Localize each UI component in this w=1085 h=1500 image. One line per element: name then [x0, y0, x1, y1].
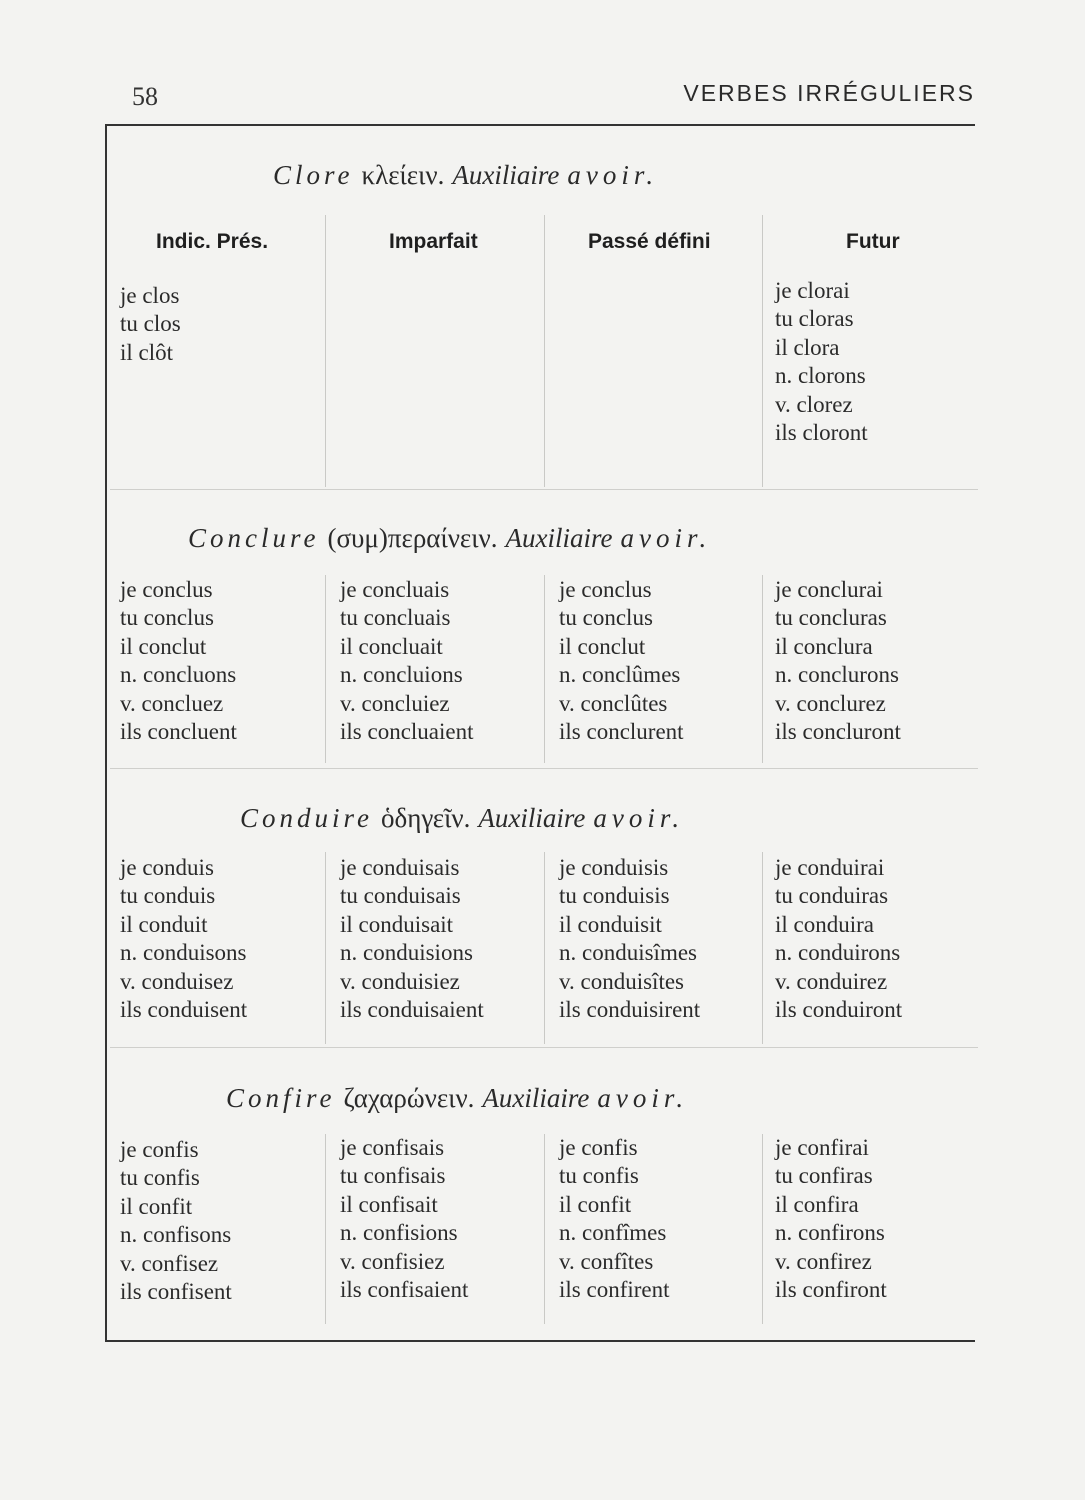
verb-form: v. confisez [120, 1250, 219, 1276]
verb-form: n. conduirons [775, 940, 901, 966]
verb-form: ils confirent [559, 1277, 670, 1303]
column-rule [544, 215, 545, 487]
verb-form: il confit [120, 1193, 193, 1219]
verb-form: je clorai [775, 278, 850, 303]
verb-form: n. conclurons [775, 662, 899, 688]
verb-infinitive: Conclure [188, 523, 320, 553]
verb-form: ils confisaient [340, 1277, 469, 1303]
verb-form: tu conclus [120, 605, 214, 631]
verb-form: n. conclûmes [559, 662, 681, 688]
verb-form: il conclura [775, 633, 873, 659]
verb-form: je conduisais [340, 855, 460, 880]
auxiliary-verb: avoir. [567, 160, 659, 190]
verb-form: je confisais [340, 1135, 445, 1160]
verb-form: je conclurai [775, 577, 883, 602]
verb-form: v. confîtes [559, 1248, 654, 1274]
verb-form: ils confisent [120, 1279, 232, 1305]
column-rule [325, 1134, 326, 1324]
verb-form: il confisait [340, 1191, 438, 1217]
conjugation-present [120, 1136, 232, 1306]
auxiliary-label: Auxiliaire [478, 803, 586, 833]
verb-greek: (συμ)περαίνειν. [327, 523, 498, 553]
verb-form: il conduisait [340, 911, 454, 937]
column-rule [544, 575, 545, 763]
verb-form: tu clos [120, 311, 181, 337]
verb-infinitive: Conduire [240, 803, 373, 833]
verb-form: je concluais [340, 577, 450, 602]
page-number: 58 [132, 82, 158, 111]
column-rule [762, 215, 763, 487]
section-separator [110, 768, 978, 769]
conjugation-future [775, 277, 868, 447]
verb-form: je conclus [559, 577, 652, 602]
verb-title-confire [226, 1083, 688, 1114]
verb-title-clore [273, 160, 658, 191]
verb-form: tu confis [120, 1165, 200, 1191]
column-rule [325, 215, 326, 487]
column-rule [544, 1134, 545, 1324]
conjugation-present [120, 854, 247, 1024]
conjugation-imperfect [340, 576, 474, 746]
verb-form: tu conduis [120, 883, 216, 909]
column-rule [762, 1134, 763, 1324]
verb-form: n. conduisons [120, 940, 247, 966]
verb-form: ils conclurent [559, 719, 684, 745]
section-separator [110, 1047, 978, 1048]
verb-form: il confira [775, 1191, 859, 1217]
verb-form: ils concluent [120, 719, 237, 745]
auxiliary-verb: avoir. [620, 523, 712, 553]
auxiliary-verb: avoir. [597, 1083, 689, 1113]
verb-form: n. confirons [775, 1220, 885, 1246]
verb-form: je clos [120, 283, 180, 308]
verb-form: ils conduisirent [559, 997, 701, 1023]
auxiliary-verb: avoir. [593, 803, 685, 833]
auxiliary-label: Auxiliaire [482, 1083, 590, 1113]
verb-form: je confirai [775, 1135, 869, 1160]
verb-infinitive: Confire [226, 1083, 336, 1113]
column-rule [544, 852, 545, 1044]
verb-form: n. conduisions [340, 940, 473, 966]
verb-form: n. concluions [340, 662, 463, 688]
column-rule [325, 575, 326, 763]
conjugation-present [120, 282, 181, 367]
verb-form: ils confiront [775, 1277, 887, 1303]
conjugation-present [120, 576, 237, 746]
verb-greek: ὁδηγεῖν. [381, 803, 471, 833]
section-separator [110, 489, 978, 490]
auxiliary-label: Auxiliaire [452, 160, 560, 190]
conjugation-past [559, 854, 700, 1024]
verb-form: ils conduisaient [340, 997, 484, 1023]
verb-form: v. concluez [120, 690, 224, 716]
verb-form: il conduira [775, 911, 874, 937]
running-head: VERBES IRRÉGULIERS [683, 80, 975, 106]
verb-form: tu confisais [340, 1163, 446, 1189]
column-rule [762, 852, 763, 1044]
verb-form: n. concluons [120, 662, 237, 688]
verb-greek: ζαχαρώνειν. [343, 1083, 475, 1113]
verb-form: je confis [559, 1135, 638, 1160]
conjugation-future [775, 576, 901, 746]
verb-form: je conclus [120, 577, 213, 602]
verb-form: je confis [120, 1137, 199, 1162]
verb-form: n. confisons [120, 1222, 232, 1248]
conjugation-past [559, 576, 684, 746]
verb-form: v. confisiez [340, 1248, 445, 1274]
header-imperfect: Imparfait [389, 230, 478, 253]
verb-form: n. conduisîmes [559, 940, 697, 966]
verb-form: ils conduisent [120, 997, 248, 1023]
verb-form: tu conduisis [559, 883, 670, 909]
verb-form: v. clorez [775, 391, 853, 417]
verb-form: je conduisis [559, 855, 669, 880]
verb-infinitive: Clore [273, 160, 354, 190]
auxiliary-label: Auxiliaire [505, 523, 613, 553]
verb-form: je conduirai [775, 855, 885, 880]
verb-form: il conduit [120, 911, 208, 937]
verb-form: v. conduisiez [340, 968, 460, 994]
verb-form: il confit [559, 1191, 632, 1217]
conjugation-future [775, 854, 902, 1024]
column-rule [762, 575, 763, 763]
verb-form: il clôt [120, 339, 174, 365]
verb-form: v. conduirez [775, 968, 888, 994]
column-rule [325, 852, 326, 1044]
verb-form: tu conduiras [775, 883, 889, 909]
verb-title-conclure [188, 523, 711, 554]
verb-form: tu confis [559, 1163, 639, 1189]
verb-form: il clora [775, 334, 840, 360]
verb-form: v. confirez [775, 1248, 872, 1274]
verb-greek: κλείειν. [361, 160, 445, 190]
verb-title-conduire [240, 803, 684, 834]
conjugation-future [775, 1134, 887, 1304]
conjugation-imperfect [340, 1134, 468, 1304]
verb-form: ils conduiront [775, 997, 903, 1023]
verb-form: tu cloras [775, 306, 854, 332]
verb-form: tu concluais [340, 605, 451, 631]
verb-form: ils concluaient [340, 719, 474, 745]
verb-form: tu confiras [775, 1163, 873, 1189]
verb-form: v. conduisez [120, 968, 234, 994]
header-past: Passé défini [588, 230, 711, 253]
header-future: Futur [846, 230, 900, 253]
verb-form: v. conclurez [775, 690, 886, 716]
verb-form: il conclut [120, 633, 207, 659]
verb-form: il conduisit [559, 911, 662, 937]
verb-form: v. concluiez [340, 690, 450, 716]
verb-form: il concluait [340, 633, 443, 659]
verb-form: v. conclûtes [559, 690, 668, 716]
verb-form: v. conduisîtes [559, 968, 684, 994]
verb-form: ils concluront [775, 719, 901, 745]
conjugation-past [559, 1134, 670, 1304]
verb-form: ils cloront [775, 420, 868, 446]
verb-form: n. confisions [340, 1220, 458, 1246]
verb-form: n. confîmes [559, 1220, 667, 1246]
verb-form: tu conduisais [340, 883, 461, 909]
verb-form: tu concluras [775, 605, 887, 631]
header-present: Indic. Prés. [156, 230, 269, 253]
verb-form: je conduis [120, 855, 214, 880]
verb-form: n. clorons [775, 363, 866, 389]
conjugation-imperfect [340, 854, 484, 1024]
verb-form: il conclut [559, 633, 646, 659]
verb-form: tu conclus [559, 605, 653, 631]
